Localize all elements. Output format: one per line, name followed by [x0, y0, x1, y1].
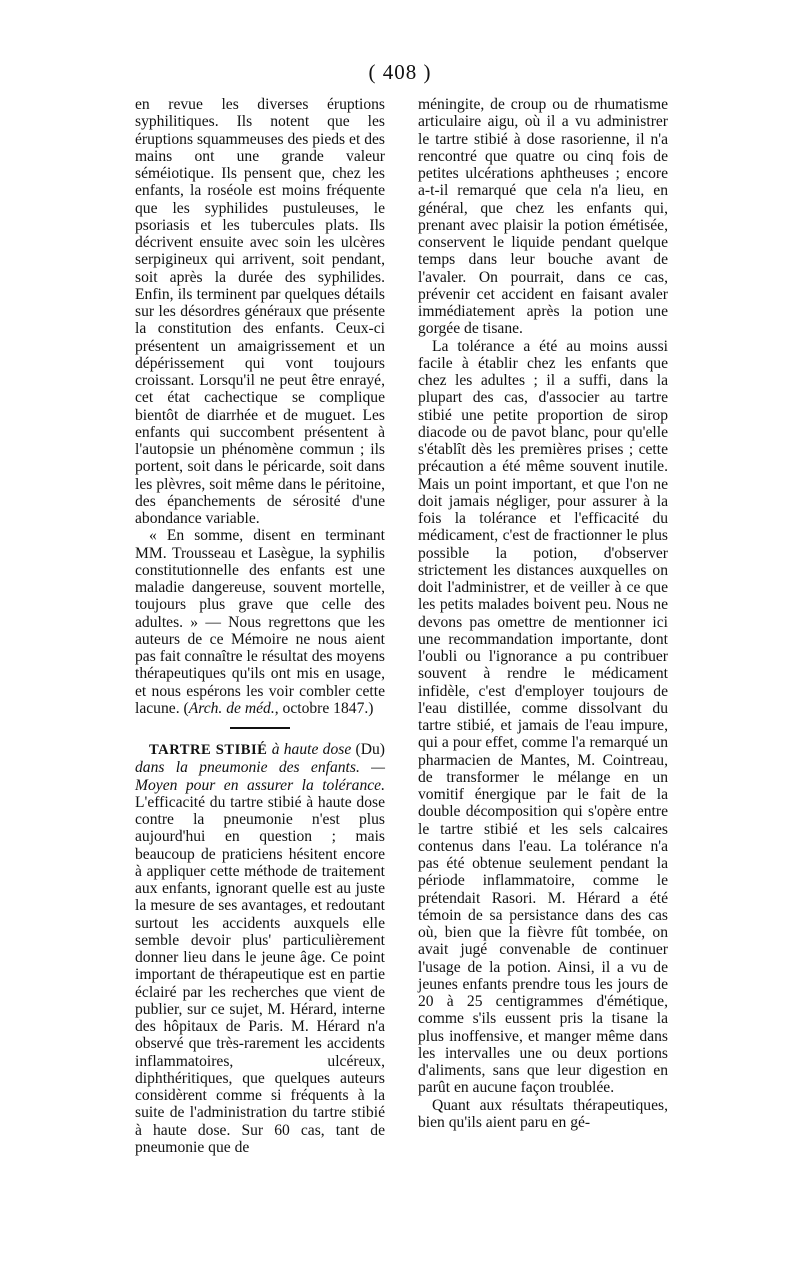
- article-heading: TARTRE STIBIÉ: [149, 742, 268, 758]
- paragraph-tolerance: La tolérance a été au moins aussi facile à établir chez les enfants que chez les adultes ; il a suffi, dans la plupart des cas, d'associer au tartre stibié une petite proportion de sirop diacode ou de pavot blanc, pour qu'elle s'établît dès les premières prises ; cette précaution a été même souvent inutile. Mais un point important, et que l'on ne doit jamais négliger, pour assurer à la fois la tolérance et l'efficacité du médicament, c'est de fractionner le plus possible la potion, d'observer strictement les distances auxquelles on doit l'administrer, et de veiller à ce que les petits malades boivent peu. Nous ne devons pas omettre de mentionner ici une recommandation importante, dont l'oubli ou l'ignorance a pu contribuer souvent à rendre le médicament infidèle, c'est d'employer toujours de l'eau distillée, comme dissolvant du tartre stibié, et jamais de l'eau impure, qui a pour effet, comme l'a remarqué un pharmacien de Mantes, M. Cointreau, de transformer le mélange en un vomitif énergique par le fait de la double décomposition qui s'opère entre le tartre stibié et les sels calcaires contenus dans l'eau. La tolérance n'a pas été obtenue seulement pendant la période inflammatoire, comme le prétendait Rasori. M. Hérard a été témoin de sa persistance dans des cas où, bien que la fièvre fût tombée, on avait jugé convenable de continuer l'usage de la potion. Ainsi, il a vu de jeunes enfants prendre tous les jours de 20 à 25 centigrammes d'émétique, comme s'ils eussent pris la tisane la plus inoffensive, et manger même dans les intervalles une ou deux portions d'aliments, sans que leur digestion en parût en aucune façon troublée.: [418, 337, 668, 1097]
- article-heading-part1: à haute dose: [267, 741, 352, 758]
- paragraph-conclusion: [135, 527, 385, 717]
- paragraph-resultats: Quant aux résultats thérapeutiques, bien qu'ils aient paru en gé-: [418, 1096, 668, 1131]
- left-column: [135, 96, 385, 1156]
- conclusion-text: « En somme, disent en terminant MM. Trousseau et Lasègue, la syphilis constitutionnelle des enfants est une maladie dangereuse, souvent mortelle, toujours plus grave que celle des adultes. » — Nous regrettons que les auteurs de ce Mémoire ne nous aient pas fait connaître le résultat des moyens thérapeutiques qu'ils ont mis en usage, et nous espérons les voir combler cette lacune. (: [135, 527, 385, 717]
- source-citation: Arch. de méd.: [188, 699, 275, 717]
- paragraph-ulcerations: méningite, de croup ou de rhumatisme articulaire aigu, où il a vu administrer le tartre stibié à dose rasorienne, il n'a rencontré que quatre ou cinq fois de petites ulcérations aphtheuses ; encore a-t-il remarqué que cela n'a lieu, en général, que chez les enfants qui, prenant avec plaisir la potion émétisée, conservent le liquide pendant quelque temps dans leur bouche avant de l'avaler. On pourrait, dans ce cas, prévenir cet accident en faisant avaler immédiatement après la potion une gorgée de tisane.: [418, 96, 668, 338]
- article-heading-du: (Du): [355, 741, 385, 758]
- article-body-text: L'efficacité du tartre stibié à haute dose contre la pneumonie n'est plus aujourd'hui en question ; mais beaucoup de praticiens hésitent encore à appliquer cette méthode de traitement aux enfants, ignorant quelle est au juste la mesure de ses avantages, et redoutant surtout les accidents auxquels elle semble devoir plus' particulièrement donner lieu dans le jeune âge. Ce point important de thérapeutique est en partie éclairé par les recherches que vient de publier, sur ce sujet, M. Hérard, interne des hôpitaux de Paris. M. Hérard n'a observé que très-rarement les accidents inflammatoires, ulcéreux, diphthéritiques, que quelques auteurs considèrent comme si fréquents à la suite de l'administration du tartre stibié à haute dose. Sur 60 cas, tant de pneumonie que de: [135, 793, 385, 1156]
- paragraph-syphilides: en revue les diverses éruptions syphilitiques. Ils notent que les éruptions squammeuses des pieds et des mains ont une grande valeur séméiotique. Ils pensent que, chez les enfants, la roséole est moins fréquente que les syphilides pustuleuses, le psoriasis et les tubercules plats. Ils décrivent ensuite avec soin les ulcères serpigineux qui arrivent, soit pendant, soit après la durée des syphilides. Enfin, ils terminent par quelques détails sur les désordres généraux que présente la constitution des enfants. Ceux-ci présentent un amaigrissement et un dépérissement qui vont toujours croissant. Lorsqu'il ne peut être enrayé, cet état cachectique se complique bientôt de diarrhée et de muguet. Les enfants qui succombent présentent à l'autopsie un phénomène commun ; ils portent, soit dans le péricarde, soit dans les plèvres, soit même dans le péritoine, des épanchements de sérosité d'une abondance variable.: [135, 96, 385, 527]
- article-heading-part2: dans la pneumonie des enfants. —Moyen pour en assurer la tolérance.: [135, 759, 385, 794]
- right-column: [418, 96, 668, 1131]
- section-divider: [230, 727, 290, 729]
- citation-date: , octobre 1847.): [274, 699, 374, 717]
- page-number: ( 408 ): [368, 60, 432, 84]
- article-tartre-stibie: [135, 741, 385, 1156]
